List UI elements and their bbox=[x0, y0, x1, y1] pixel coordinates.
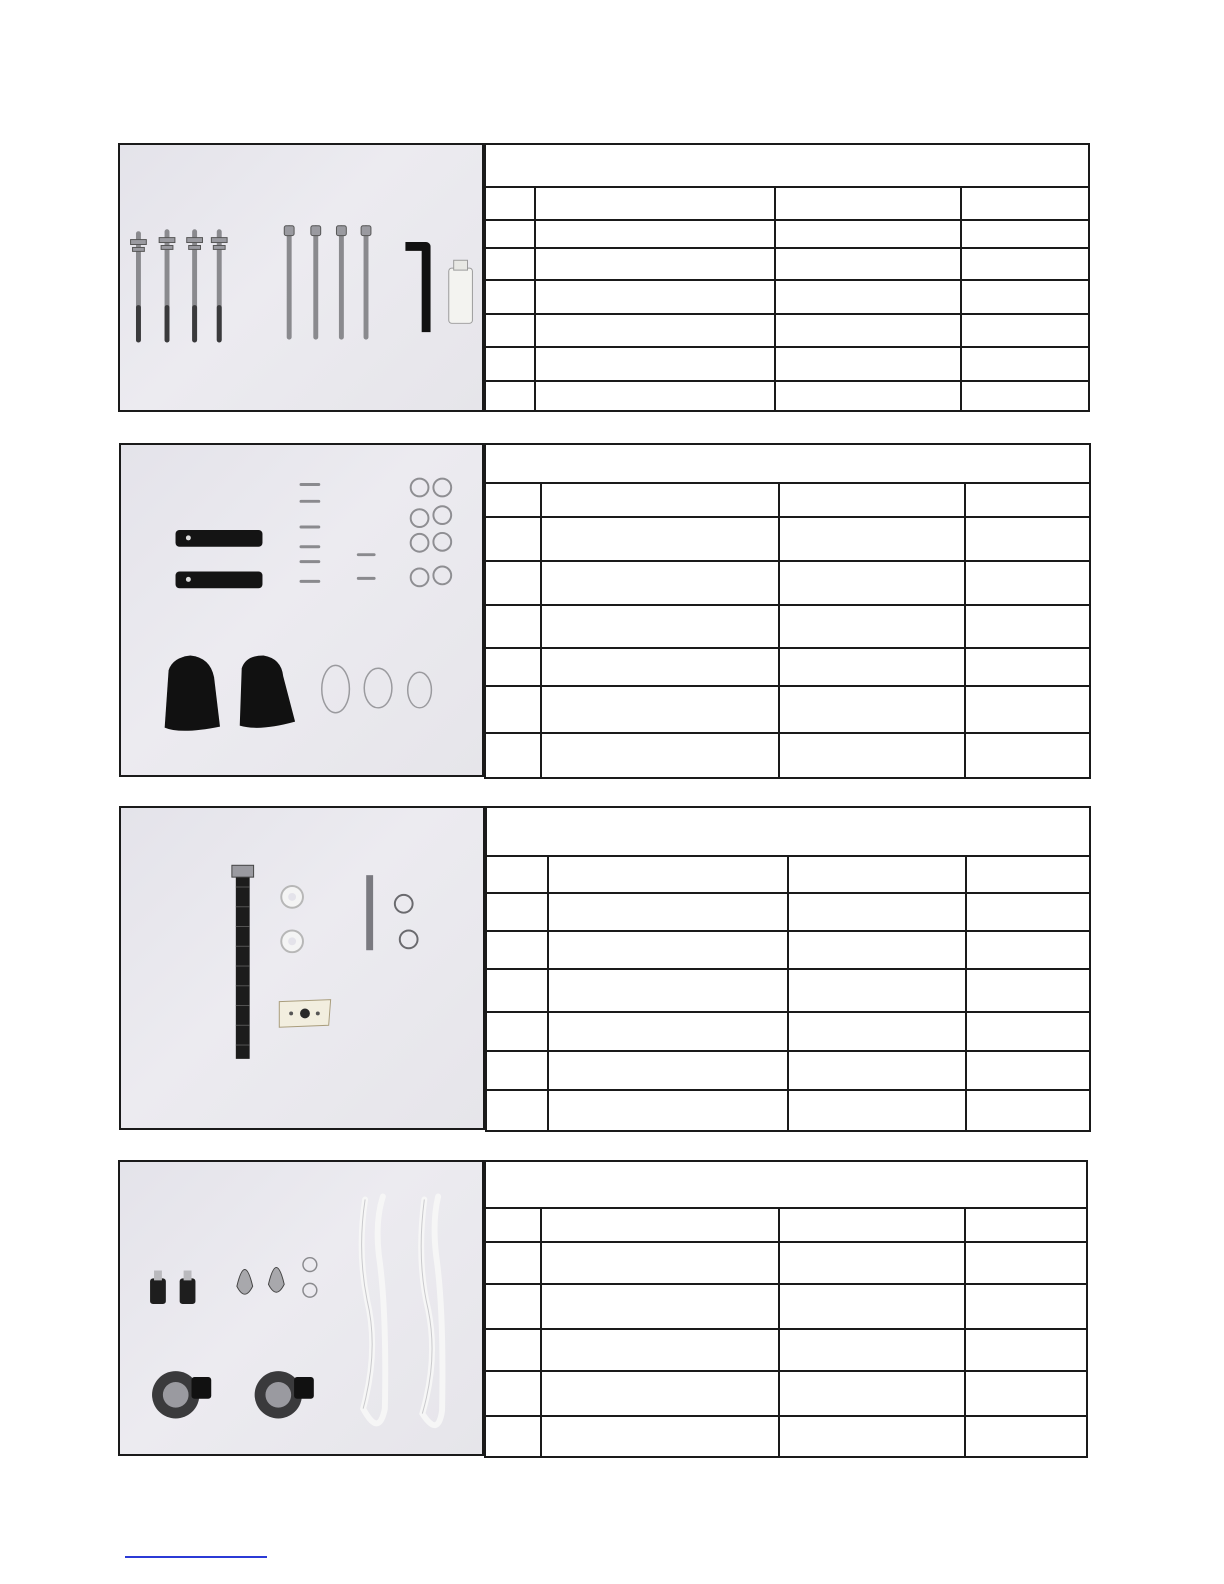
table-cell bbox=[965, 1284, 1087, 1329]
table-cell bbox=[548, 1051, 788, 1090]
table-header-row bbox=[485, 444, 1090, 483]
table-cell bbox=[548, 931, 788, 969]
table-title-cell bbox=[485, 144, 1089, 187]
table-cell bbox=[775, 347, 961, 381]
table-cell bbox=[965, 517, 1090, 561]
table-cell bbox=[966, 893, 1090, 931]
table-cell bbox=[535, 248, 775, 280]
table-row bbox=[486, 969, 1090, 1012]
table-cell bbox=[535, 187, 775, 220]
table-cell bbox=[788, 1012, 966, 1051]
table-cell bbox=[779, 686, 965, 733]
table-row bbox=[485, 381, 1089, 411]
table-cell bbox=[961, 314, 1089, 347]
table-cell bbox=[961, 347, 1089, 381]
table-cell bbox=[965, 648, 1090, 686]
table-column-header-row bbox=[485, 187, 1089, 220]
table-cell bbox=[965, 561, 1090, 605]
kit-1-parts-table bbox=[484, 143, 1090, 412]
table-row bbox=[485, 1284, 1087, 1329]
table-cell bbox=[965, 605, 1090, 648]
table-row bbox=[485, 280, 1089, 314]
table-cell bbox=[775, 248, 961, 280]
table-row bbox=[485, 517, 1090, 561]
table-row bbox=[485, 605, 1090, 648]
table-cell bbox=[966, 931, 1090, 969]
table-cell bbox=[965, 483, 1090, 517]
table-cell bbox=[779, 1284, 965, 1329]
table-cell bbox=[779, 733, 965, 778]
table-cell bbox=[966, 1012, 1090, 1051]
table-cell bbox=[788, 1051, 966, 1090]
table-row bbox=[485, 733, 1090, 778]
table-cell bbox=[775, 280, 961, 314]
table-cell bbox=[541, 1416, 779, 1457]
table-cell bbox=[965, 686, 1090, 733]
kit-2-parts-illustration bbox=[121, 445, 482, 775]
table-cell bbox=[486, 893, 548, 931]
table-cell bbox=[541, 561, 779, 605]
table-row bbox=[485, 314, 1089, 347]
table-cell bbox=[486, 1012, 548, 1051]
table-cell bbox=[541, 733, 779, 778]
table-cell bbox=[966, 969, 1090, 1012]
table-title-cell bbox=[486, 807, 1090, 856]
kit-1-photo bbox=[118, 143, 484, 412]
table-cell bbox=[535, 220, 775, 248]
table-cell bbox=[485, 1371, 541, 1416]
table-cell bbox=[535, 314, 775, 347]
table-header-row bbox=[485, 1161, 1087, 1208]
kit-4-parts-table bbox=[484, 1160, 1088, 1458]
footer-link-underline[interactable] bbox=[125, 1556, 267, 1558]
table-cell bbox=[961, 248, 1089, 280]
table-row bbox=[485, 1371, 1087, 1416]
table-row bbox=[485, 220, 1089, 248]
table-cell bbox=[788, 969, 966, 1012]
table-cell bbox=[775, 381, 961, 411]
table-header-row bbox=[486, 807, 1090, 856]
table-cell bbox=[788, 931, 966, 969]
table-cell bbox=[485, 1329, 541, 1371]
table-cell bbox=[485, 517, 541, 561]
table-header-row bbox=[485, 144, 1089, 187]
table-row bbox=[486, 1051, 1090, 1090]
table-cell bbox=[485, 686, 541, 733]
kit-3-parts-illustration bbox=[121, 808, 483, 1128]
table-cell bbox=[541, 1329, 779, 1371]
table-title-cell bbox=[485, 444, 1090, 483]
kit-1-parts-illustration bbox=[120, 145, 482, 410]
table-cell bbox=[779, 1242, 965, 1284]
table-cell bbox=[486, 856, 548, 893]
table-row bbox=[485, 248, 1089, 280]
table-cell bbox=[966, 856, 1090, 893]
table-cell bbox=[965, 1416, 1087, 1457]
table-cell bbox=[779, 1416, 965, 1457]
table-cell bbox=[485, 248, 535, 280]
table-cell bbox=[548, 1012, 788, 1051]
table-cell bbox=[486, 1090, 548, 1131]
table-row bbox=[485, 686, 1090, 733]
table-cell bbox=[961, 280, 1089, 314]
table-cell bbox=[788, 893, 966, 931]
table-cell bbox=[775, 220, 961, 248]
table-cell bbox=[961, 187, 1089, 220]
table-column-header-row bbox=[486, 856, 1090, 893]
table-cell bbox=[485, 1284, 541, 1329]
table-cell bbox=[966, 1090, 1090, 1131]
table-cell bbox=[548, 1090, 788, 1131]
kit-3-parts-table bbox=[485, 806, 1091, 1132]
table-cell bbox=[966, 1051, 1090, 1090]
table-cell bbox=[775, 187, 961, 220]
table-cell bbox=[485, 314, 535, 347]
table-cell bbox=[779, 605, 965, 648]
table-cell bbox=[485, 605, 541, 648]
table-cell bbox=[541, 1242, 779, 1284]
table-row bbox=[485, 561, 1090, 605]
table-cell bbox=[486, 969, 548, 1012]
table-cell bbox=[485, 1416, 541, 1457]
table-cell bbox=[485, 648, 541, 686]
table-row bbox=[485, 1329, 1087, 1371]
table-cell bbox=[779, 1208, 965, 1242]
table-cell bbox=[788, 856, 966, 893]
table-cell bbox=[779, 648, 965, 686]
table-row bbox=[485, 1242, 1087, 1284]
table-cell bbox=[485, 187, 535, 220]
table-cell bbox=[541, 605, 779, 648]
table-cell bbox=[548, 893, 788, 931]
table-cell bbox=[485, 347, 535, 381]
table-cell bbox=[541, 686, 779, 733]
table-cell bbox=[541, 648, 779, 686]
table-cell bbox=[779, 483, 965, 517]
table-cell bbox=[485, 220, 535, 248]
table-cell bbox=[485, 561, 541, 605]
table-cell bbox=[965, 1242, 1087, 1284]
table-cell bbox=[485, 1208, 541, 1242]
table-cell bbox=[535, 381, 775, 411]
table-row bbox=[485, 648, 1090, 686]
table-title-cell bbox=[485, 1161, 1087, 1208]
table-column-header-row bbox=[485, 483, 1090, 517]
table-cell bbox=[965, 733, 1090, 778]
kit-2-photo bbox=[119, 443, 484, 777]
table-cell bbox=[541, 517, 779, 561]
table-cell bbox=[965, 1371, 1087, 1416]
table-cell bbox=[535, 347, 775, 381]
table-cell bbox=[541, 1208, 779, 1242]
table-cell bbox=[541, 1284, 779, 1329]
table-row bbox=[486, 1012, 1090, 1051]
table-cell bbox=[548, 969, 788, 1012]
table-cell bbox=[779, 561, 965, 605]
table-cell bbox=[485, 381, 535, 411]
table-column-header-row bbox=[485, 1208, 1087, 1242]
kit-2-parts-table bbox=[484, 443, 1091, 779]
table-row bbox=[486, 931, 1090, 969]
table-cell bbox=[961, 381, 1089, 411]
table-cell bbox=[779, 517, 965, 561]
table-cell bbox=[779, 1371, 965, 1416]
table-cell bbox=[961, 220, 1089, 248]
table-row bbox=[485, 1416, 1087, 1457]
table-cell bbox=[485, 483, 541, 517]
table-cell bbox=[485, 733, 541, 778]
table-cell bbox=[788, 1090, 966, 1131]
table-cell bbox=[485, 1242, 541, 1284]
kit-3-photo bbox=[119, 806, 485, 1130]
kit-4-photo bbox=[118, 1160, 484, 1456]
table-cell bbox=[486, 1051, 548, 1090]
table-cell bbox=[965, 1329, 1087, 1371]
table-cell bbox=[535, 280, 775, 314]
table-cell bbox=[541, 483, 779, 517]
kit-4-parts-illustration bbox=[120, 1162, 482, 1454]
table-cell bbox=[486, 931, 548, 969]
table-cell bbox=[541, 1371, 779, 1416]
table-cell bbox=[965, 1208, 1087, 1242]
table-row bbox=[486, 1090, 1090, 1131]
table-cell bbox=[775, 314, 961, 347]
table-row bbox=[486, 893, 1090, 931]
table-cell bbox=[548, 856, 788, 893]
table-cell bbox=[779, 1329, 965, 1371]
table-cell bbox=[485, 280, 535, 314]
table-row bbox=[485, 347, 1089, 381]
